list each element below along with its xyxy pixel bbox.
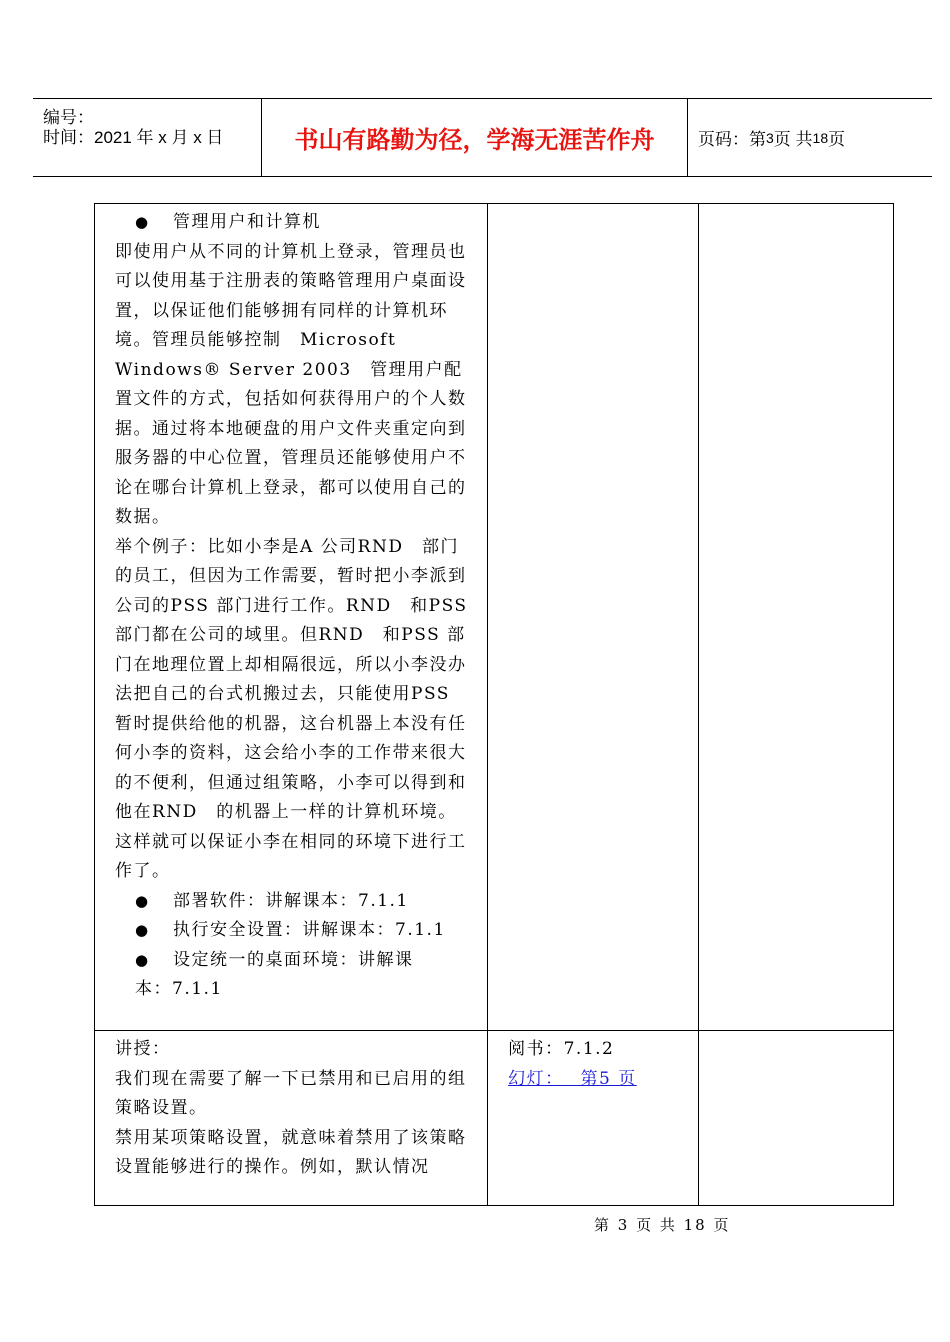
slide-link[interactable]: 幻灯： 第5 页 bbox=[508, 1068, 637, 1089]
bullet-text: 管理用户和计算机 bbox=[173, 212, 321, 232]
page-footer: 第 3 页 共 18 页 bbox=[594, 1216, 731, 1234]
page-total: 18 bbox=[812, 129, 829, 146]
bullet-item bbox=[115, 208, 475, 238]
motto: 书山有路勤为径，学海无涯苦作舟 bbox=[262, 99, 688, 176]
paragraph: 禁用某项策略设置，就意味着禁用了该策略设置能够进行的操作。例如，默认情况 bbox=[115, 1127, 467, 1177]
bullet-item bbox=[115, 887, 475, 917]
paragraph: 我们现在需要了解一下已禁用和已启用的组策略设置。 bbox=[115, 1068, 467, 1118]
notes-cell bbox=[699, 204, 894, 1031]
time-line: 时间：2021 年 x 月 x 日 bbox=[43, 128, 224, 147]
paragraph: 即使用户从不同的计算机上登录，管理员也可以使用基于注册表的策略管理用户桌面设置，以保证他们能够拥有同样的计算机环境。管理员能够控制 Microsoft Windows® Server 2003 管理用户配置文件的方式，包括如何获得用户的个人数据。通过将本地硬盘的用户文件夹重定向到服务器的中心位置，管理员还能够使用户不论在哪台计算机上登录，都可以使用自己的数据。 bbox=[115, 241, 467, 527]
bullet-item bbox=[115, 916, 475, 946]
bullet-text: 部署软件：讲解课本：7.1.1 bbox=[173, 890, 409, 911]
paragraph: 举个例子：比如小李是A 公司RND 部门的员工，但因为工作需要，暂时把小李派到公司的PSS 部门进行工作。RND 和PSS 部门都在公司的域里。但RND 和PSS 部门在地理位置上却相隔很远，所以小李没办法把自己的台式机搬过去，只能使用PSS 暂时提供给他的机器，这台机器上本没有任何小李的资料，这会给小李的工作带来很大的不便利，但通过组策略，小李可以得到和他在RND 的机器上一样的计算机环境。这样就可以保证小李在相同的环境下进行工作了。 bbox=[115, 536, 468, 881]
document-header bbox=[33, 98, 932, 177]
resource-cell bbox=[488, 204, 699, 1031]
table-row bbox=[95, 1031, 894, 1206]
bullet-icon: ● bbox=[135, 891, 150, 910]
bullet-text: 设定统一的桌面环境：讲解课 bbox=[173, 949, 414, 970]
bullet-icon: ● bbox=[135, 950, 150, 969]
header-page-info bbox=[688, 99, 932, 176]
page-mid: 页 共 bbox=[773, 130, 813, 149]
bullet-continuation: 本：7.1.1 bbox=[135, 979, 223, 999]
lesson-table bbox=[94, 203, 894, 1206]
number-label: 编号： bbox=[43, 108, 94, 127]
bullet-icon: ● bbox=[135, 213, 150, 231]
bullet-icon: ● bbox=[135, 921, 150, 939]
page-number: 3 bbox=[766, 129, 774, 146]
header-left-cell bbox=[33, 99, 262, 176]
bullet-text: 执行安全设置：讲解课本：7.1.1 bbox=[173, 920, 446, 940]
table-row bbox=[95, 204, 894, 1031]
page-prefix: 页码：第 bbox=[698, 130, 766, 149]
content-cell bbox=[95, 1031, 488, 1206]
page-suffix: 页 bbox=[828, 130, 846, 149]
resource-cell bbox=[488, 1031, 699, 1206]
lecture-label: 讲授： bbox=[115, 1039, 171, 1059]
notes-cell bbox=[699, 1031, 894, 1206]
bullet-item bbox=[115, 946, 475, 976]
reading-ref: 阅书：7.1.2 bbox=[508, 1039, 615, 1059]
content-cell bbox=[95, 204, 488, 1031]
